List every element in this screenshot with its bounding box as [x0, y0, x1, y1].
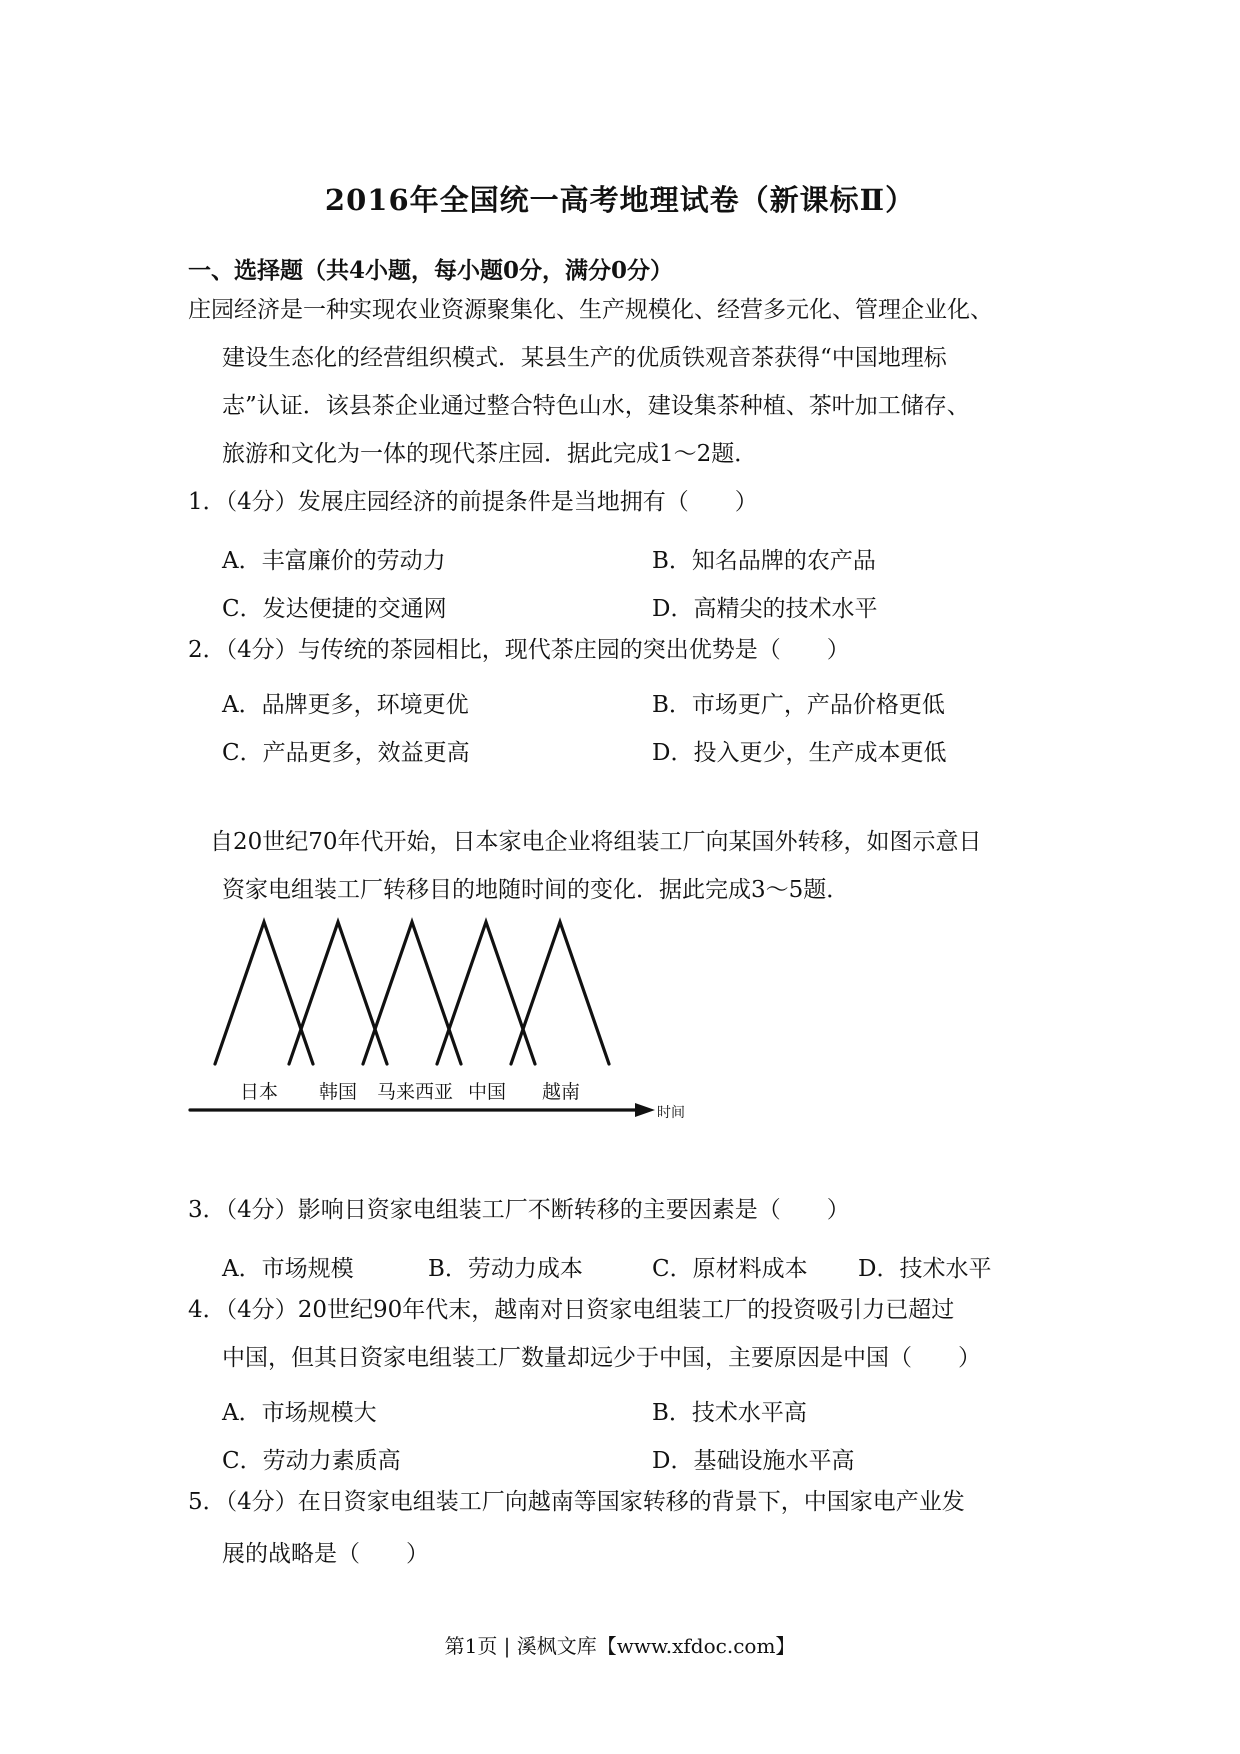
axis-label-time: 时间: [657, 1105, 685, 1121]
triangle-korea: [289, 922, 387, 1064]
transfer-diagram: [185, 912, 705, 1132]
question-2-option-c: C．产品更多，效益更高: [222, 740, 470, 766]
time-axis-arrowhead: [635, 1103, 655, 1117]
passage1-line-1: 庄园经济是一种实现农业资源聚集化、生产规模化、经营多元化、管理企业化、: [188, 297, 993, 323]
section-heading: 一、选择题（共4小题，每小题0分，满分0分）: [188, 257, 674, 284]
question-3-option-b: B．劳动力成本: [428, 1256, 583, 1282]
label-china: 中国: [468, 1081, 507, 1103]
passage2-line-1: 自20世纪70年代开始，日本家电企业将组装工厂向某国外转移，如图示意日: [210, 829, 982, 855]
page-footer: 第1页 | 溪枫文库【www.xfdoc.com】: [444, 1634, 796, 1658]
question-4-option-c: C．劳动力素质高: [222, 1448, 401, 1474]
page-title: 2016年全国统一高考地理试卷（新课标Ⅱ）: [324, 183, 916, 217]
passage1-line-4: 旅游和文化为一体的现代茶庄园．据此完成1～2题．: [222, 441, 758, 467]
passage2-line-2: 资家电组装工厂转移目的地随时间的变化．据此完成3～5题．: [222, 877, 850, 903]
label-vietnam: 越南: [542, 1081, 581, 1103]
question-2-option-b: B．市场更广，产品价格更低: [652, 692, 945, 718]
question-4-option-a: A．市场规模大: [222, 1400, 377, 1426]
question-2-option-a: A．品牌更多，环境更优: [222, 692, 469, 718]
question-1-option-c: C．发达便捷的交通网: [222, 596, 447, 622]
question-1-option-a: A．丰富廉价的劳动力: [222, 548, 446, 574]
question-3-option-d: D．技术水平: [858, 1256, 992, 1282]
question-1-stem: 1．（4分）发展庄园经济的前提条件是当地拥有（ ）: [188, 489, 758, 515]
question-3-option-c: C．原材料成本: [652, 1256, 808, 1282]
triangle-vietnam: [511, 922, 609, 1064]
question-1-option-b: B．知名品牌的农产品: [652, 548, 876, 574]
question-4-option-b: B．技术水平高: [652, 1400, 807, 1426]
label-korea: 韩国: [319, 1081, 358, 1103]
question-2-option-d: D．投入更少，生产成本更低: [652, 740, 947, 766]
question-3-stem: 3．（4分）影响日资家电组装工厂不断转移的主要因素是（ ）: [188, 1197, 850, 1223]
question-3-option-a: A．市场规模: [222, 1256, 354, 1282]
question-4-stem-line-2: 中国，但其日资家电组装工厂数量却远少于中国，主要原因是中国（ ）: [222, 1345, 981, 1371]
question-5-stem-line-2: 展的战略是（ ）: [222, 1541, 429, 1567]
question-2-stem: 2．（4分）与传统的茶园相比，现代茶庄园的突出优势是（ ）: [188, 637, 850, 663]
label-malaysia: 马来西亚: [377, 1081, 454, 1103]
question-5-stem-line-1: 5．（4分）在日资家电组装工厂向越南等国家转移的背景下，中国家电产业发: [188, 1489, 965, 1515]
triangle-china: [437, 922, 535, 1064]
label-japan: 日本: [240, 1081, 279, 1103]
question-4-stem-line-1: 4．（4分）20世纪90年代末，越南对日资家电组装工厂的投资吸引力已超过: [188, 1297, 955, 1323]
triangle-japan: [215, 922, 313, 1064]
passage1-line-3: 志”认证．该县茶企业通过整合特色山水，建设集茶种植、茶叶加工储存、: [222, 393, 970, 419]
question-4-option-d: D．基础设施水平高: [652, 1448, 855, 1474]
passage1-line-2: 建设生态化的经营组织模式．某县生产的优质铁观音茶获得“中国地理标: [222, 345, 947, 371]
question-1-option-d: D．高精尖的技术水平: [652, 596, 878, 622]
triangle-malaysia: [363, 922, 461, 1064]
